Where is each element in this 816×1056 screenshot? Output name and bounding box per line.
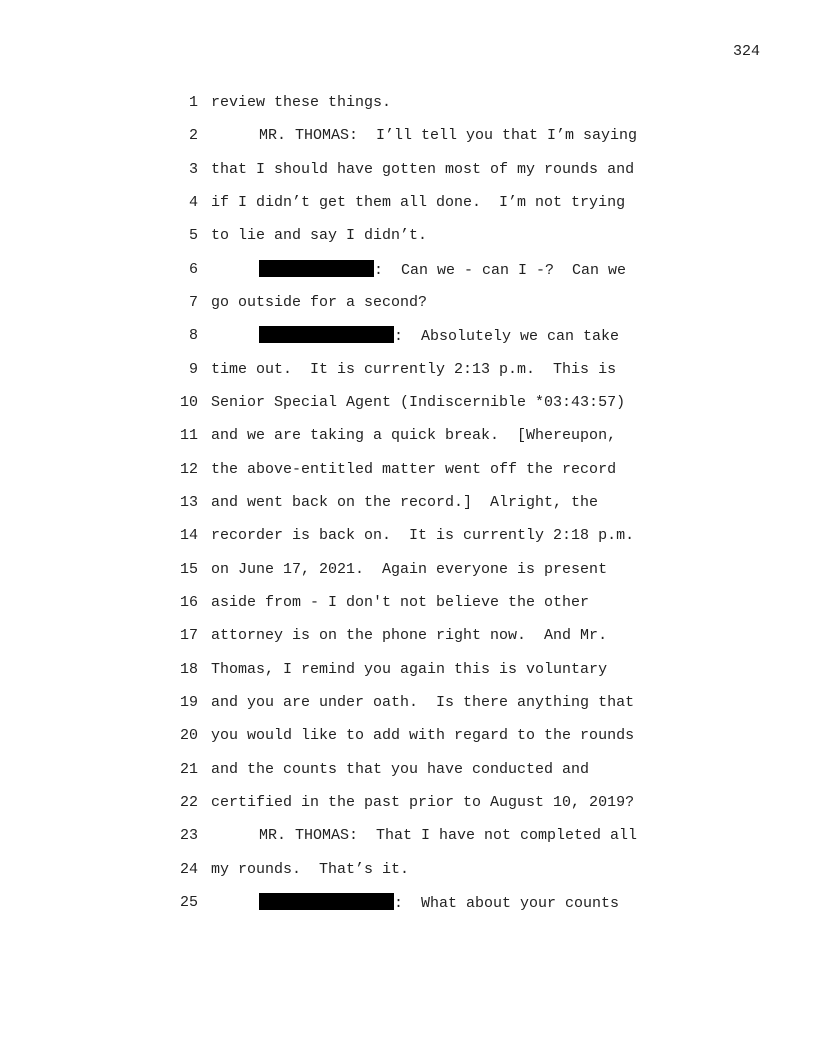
redaction-box: [259, 326, 394, 343]
line-number: 24: [179, 861, 198, 878]
transcript-line: [0, 760, 816, 780]
transcript-line: [0, 126, 816, 146]
transcript-line: [0, 426, 816, 446]
line-number: 21: [179, 761, 198, 778]
line-text: that I should have gotten most of my rounds and: [211, 161, 635, 178]
line-text: the above-entitled matter went off the record: [211, 461, 617, 478]
transcript-line: [0, 526, 816, 546]
transcript-line: [0, 360, 816, 380]
line-number: 9: [188, 361, 198, 378]
line-number: 14: [179, 527, 198, 544]
line-text: : Absolutely we can take: [394, 328, 620, 345]
line-number: 15: [179, 561, 198, 578]
transcript-line: [0, 293, 816, 313]
line-text: time out. It is currently 2:13 p.m. This is: [211, 361, 617, 378]
line-number: 25: [179, 894, 198, 911]
line-number: 19: [179, 694, 198, 711]
line-text: MR. THOMAS: That I have not completed all: [259, 827, 638, 844]
line-number: 8: [188, 327, 198, 344]
line-text: go outside for a second?: [211, 294, 428, 311]
speaker-line: [211, 260, 626, 281]
speaker-line: [211, 893, 619, 914]
speaker-line: [211, 326, 619, 347]
line-text: on June 17, 2021. Again everyone is present: [211, 561, 608, 578]
transcript-line: [0, 160, 816, 180]
line-text: certified in the past prior to August 10, 2019?: [211, 794, 635, 811]
line-text: recorder is back on. It is currently 2:18 p.m.: [211, 527, 635, 544]
line-text: and we are taking a quick break. [Whereupon,: [211, 427, 617, 444]
transcript-line: [0, 260, 816, 280]
line-text: my rounds. That’s it.: [211, 861, 410, 878]
transcript-line: [0, 693, 816, 713]
redaction-box: [259, 893, 394, 910]
line-text: you would like to add with regard to the rounds: [211, 727, 635, 744]
line-number: 7: [188, 294, 198, 311]
line-text: to lie and say I didn’t.: [211, 227, 428, 244]
line-text: review these things.: [211, 94, 392, 111]
line-number: 5: [188, 227, 198, 244]
page-number: 324: [733, 43, 761, 60]
line-number: 20: [179, 727, 198, 744]
transcript-line: [0, 793, 816, 813]
transcript-line: [0, 393, 816, 413]
line-text: and you are under oath. Is there anything that: [211, 694, 635, 711]
line-number: 13: [179, 494, 198, 511]
line-text: Thomas, I remind you again this is voluntary: [211, 661, 608, 678]
transcript-line: [0, 893, 816, 913]
transcript-line: [0, 460, 816, 480]
line-number: 17: [179, 627, 198, 644]
transcript-line: [0, 193, 816, 213]
transcript-line: [0, 626, 816, 646]
line-text: if I didn’t get them all done. I’m not trying: [211, 194, 626, 211]
line-text: and went back on the record.] Alright, the: [211, 494, 599, 511]
line-text: attorney is on the phone right now. And Mr.: [211, 627, 608, 644]
transcript-line: [0, 860, 816, 880]
line-number: 18: [179, 661, 198, 678]
transcript-line: [0, 593, 816, 613]
line-text: : Can we - can I -? Can we: [374, 262, 627, 279]
line-number: 1: [188, 94, 198, 111]
redaction-box: [259, 260, 374, 277]
line-number: 12: [179, 461, 198, 478]
line-number: 10: [179, 394, 198, 411]
transcript-line: [0, 726, 816, 746]
line-number: 22: [179, 794, 198, 811]
line-number: 16: [179, 594, 198, 611]
line-text: aside from - I don't not believe the other: [211, 594, 590, 611]
line-number: 23: [179, 827, 198, 844]
line-text: MR. THOMAS: I’ll tell you that I’m saying: [259, 127, 638, 144]
line-text: Senior Special Agent (Indiscernible *03:43:57): [211, 394, 626, 411]
transcript-line: [0, 326, 816, 346]
transcript-line: [0, 560, 816, 580]
transcript-line: [0, 826, 816, 846]
transcript-line: [0, 93, 816, 113]
transcript-line: [0, 660, 816, 680]
transcript-line: [0, 493, 816, 513]
line-text: : What about your counts: [394, 895, 620, 912]
line-text: and the counts that you have conducted and: [211, 761, 590, 778]
transcript-line: [0, 226, 816, 246]
line-number: 2: [188, 127, 198, 144]
line-number: 6: [188, 261, 198, 278]
line-number: 11: [179, 427, 198, 444]
line-number: 4: [188, 194, 198, 211]
line-number: 3: [188, 161, 198, 178]
